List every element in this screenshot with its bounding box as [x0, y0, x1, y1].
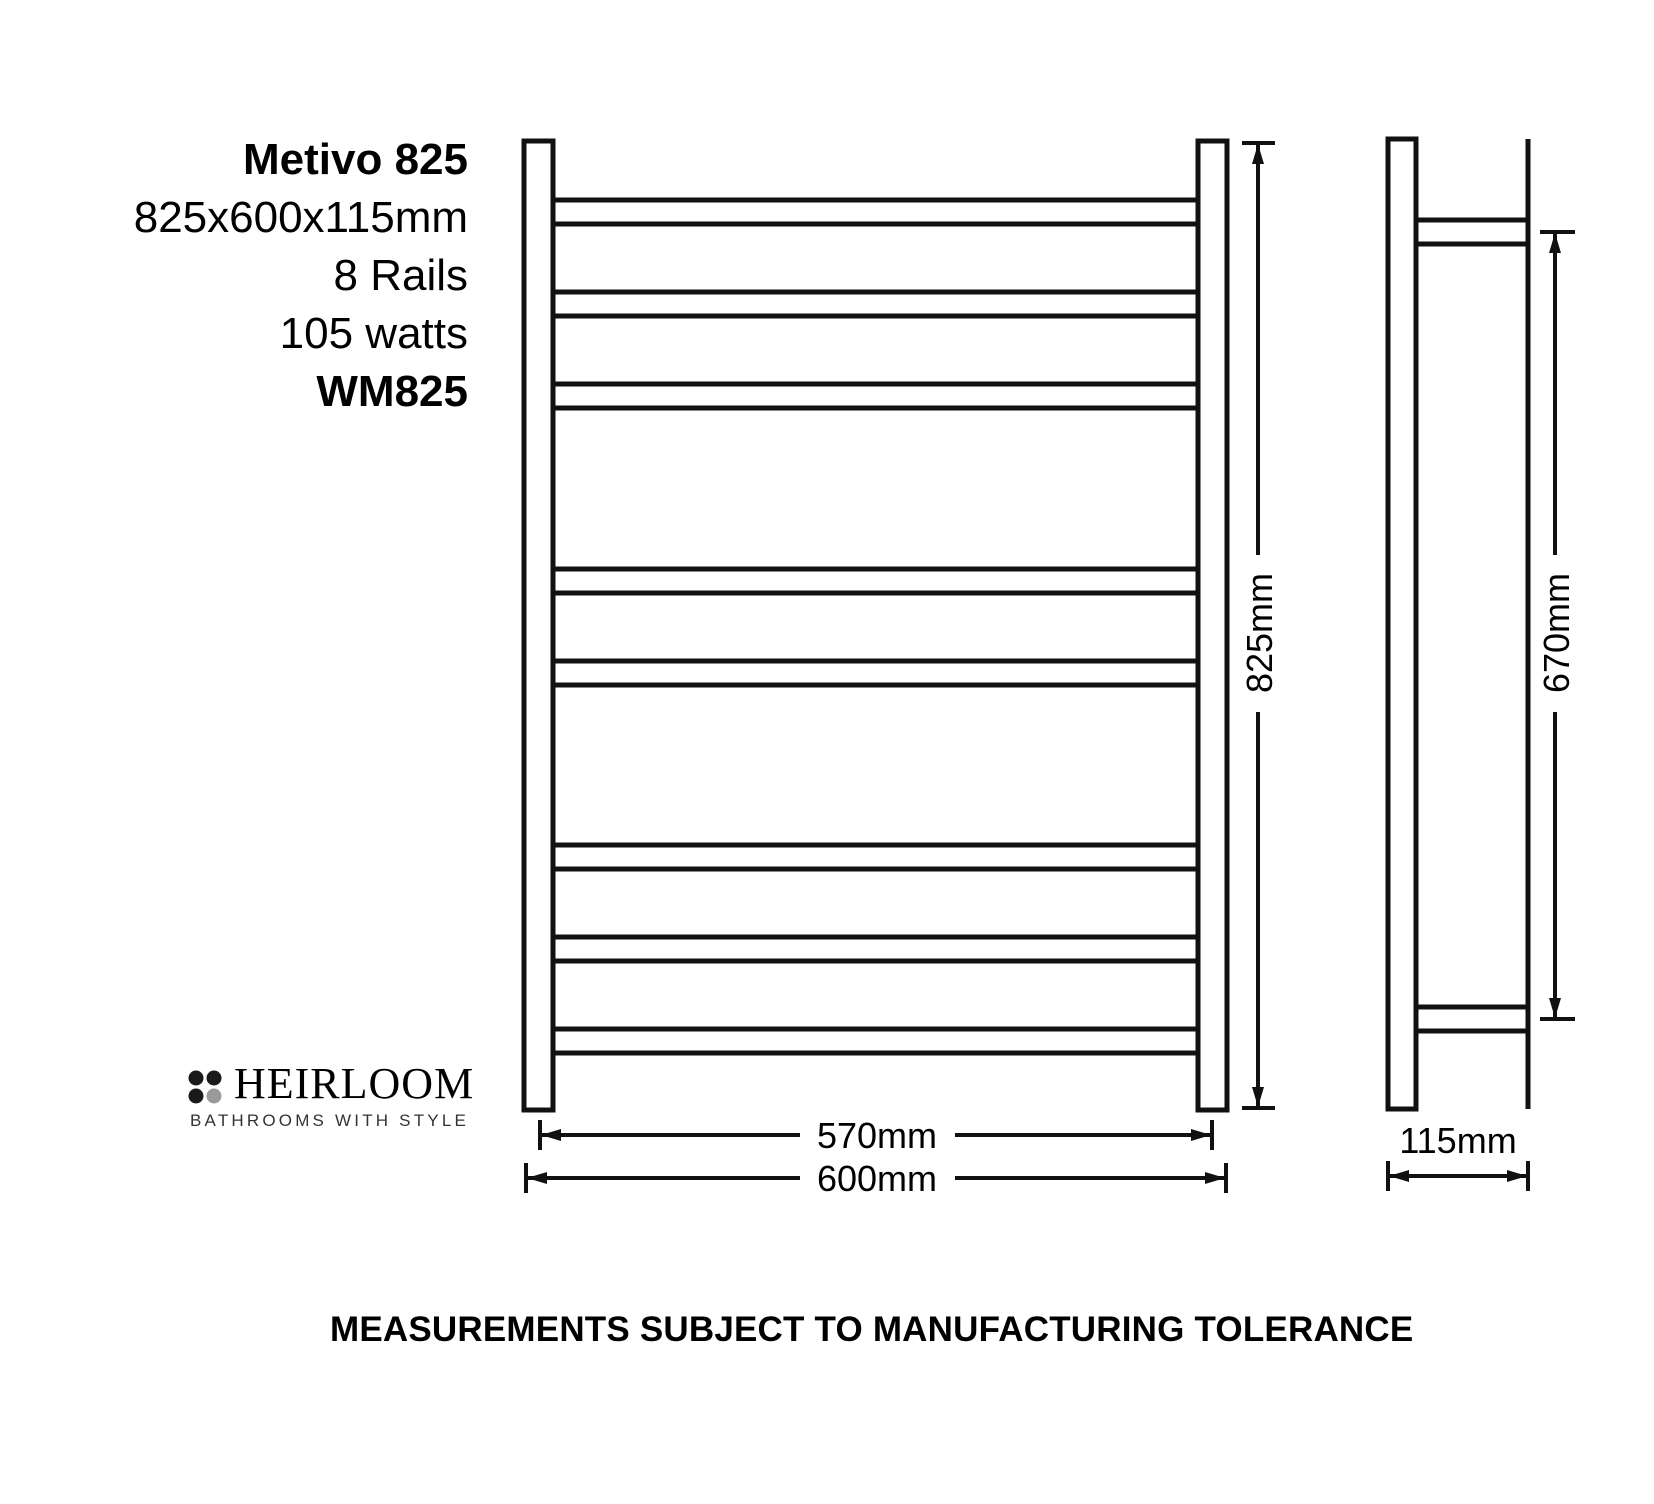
inner-width-label: 570mm — [816, 1115, 938, 1156]
product-name: Metivo 825 — [243, 135, 468, 184]
depth-label: 115mm — [1399, 1120, 1517, 1161]
rail-3 — [553, 384, 1198, 408]
rail-6 — [553, 845, 1198, 869]
product-dimensions: 825x600x115mm — [133, 193, 468, 242]
tolerance-note: MEASUREMENTS SUBJECT TO MANUFACTURING TOLERANCE — [330, 1310, 1414, 1349]
side-bracket-bottom — [1416, 1007, 1528, 1031]
rail-7 — [553, 937, 1198, 961]
product-rails: 8 Rails — [333, 251, 468, 300]
height-label: 825mm — [1239, 572, 1280, 694]
brand-tagline: BATHROOMS WITH STYLE — [190, 1111, 470, 1130]
rail-5 — [553, 661, 1198, 685]
product-power: 105 watts — [279, 309, 468, 358]
rail-2 — [553, 292, 1198, 316]
bracket-spacing-label: 670mm — [1536, 572, 1577, 694]
rail-8 — [553, 1029, 1198, 1053]
rail-4 — [553, 569, 1198, 593]
brand-name: HEIRLOOM — [234, 1059, 475, 1108]
right-upright — [1198, 141, 1227, 1110]
rail-1 — [553, 200, 1198, 224]
product-code: WM825 — [316, 367, 468, 416]
overall-width-label: 600mm — [816, 1158, 938, 1199]
side-bracket-top — [1416, 220, 1528, 244]
side-upright — [1388, 139, 1416, 1109]
left-upright — [524, 141, 553, 1110]
